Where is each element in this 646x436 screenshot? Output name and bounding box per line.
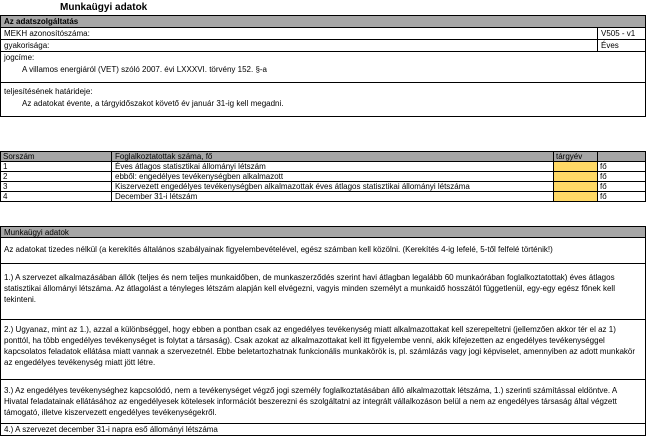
targyev-input-cell[interactable] (553, 172, 598, 181)
table-header-targyev: tárgyév (553, 152, 600, 161)
row-number: 1 (3, 162, 8, 171)
field-label-gyakorisag: gyakorisága: (4, 41, 50, 50)
table-row (0, 182, 646, 192)
field-value-gyakorisag: Éves (597, 40, 645, 51)
table-header-row (0, 151, 646, 162)
jogcime-text: A villamos energiáról (VET) szóló 2007. évi LXXXVI. törvény 152. §-a (22, 65, 268, 74)
notes-header: Munkaügyi adatok (0, 226, 646, 238)
table-header-foglalkoztatottak: Foglalkoztatottak száma, fő (111, 152, 557, 161)
targyev-input-cell[interactable] (553, 182, 598, 191)
row-number: 4 (3, 192, 8, 201)
table-row (0, 172, 646, 182)
row-unit: fő (597, 162, 645, 171)
note-rounding: Az adatokat tizedes nélkül (a kerekítés általános szabályainak figyelembevételével, egész számban kell közölni. (Kerekítés 4-ig lefelé, 5-től felfelé történik!) (0, 238, 646, 264)
field-row-mekh (0, 28, 646, 40)
page-title: Munkaügyi adatok (60, 2, 148, 13)
row-unit: fő (597, 172, 645, 181)
table-row (0, 162, 646, 172)
table-header-sorszam: Sorszám (3, 152, 35, 161)
row-description: Éves átlagos statisztikai állományi létszám (111, 162, 557, 171)
row-unit: fő (597, 182, 645, 191)
field-row-gyakorisag (0, 40, 646, 52)
row-number: 3 (3, 182, 8, 191)
row-unit: fő (597, 192, 645, 201)
row-description: Kiszervezett engedélyes tevékenységben alkalmazottak éves átlagos statisztikai állományi létszáma (111, 182, 557, 191)
field-value-mekh: V505 - v1 (597, 28, 645, 39)
note-2: 2.) Ugyanaz, mint az 1.), azzal a különbséggel, hogy ebben a pontban csak az engedélyes tevékenység miatt alkalmazottakat kell szerepeltetni (jellemzően akkor tér el az 1) ponttól, ha több engedélyes tevékenységet is folytat a társaság). Csak azokat az alkalmazottakat kell itt figyelembe venni, akik kifejezetten az engedélyes tevékenységgel kapcsolatos feladatok ellátása miatt vannak a szervezetnél. Ebbe beletartozhatnak funkcionális munkakörök is, pl. számlázás vagy jogi képviselet, amennyiben az adott munkakör az engedélyes tevékenység miatt jött létre. (0, 320, 646, 380)
hatarido-text: Az adatokat évente, a tárgyidőszakot követő év január 31-ig kell megadni. (22, 99, 284, 108)
row-number: 2 (3, 172, 8, 181)
note-1: 1.) A szervezet alkalmazásában állók (teljes és nem teljes munkaidőben, de munkaszerződés szerint havi átlagban legalább 60 munkaórában foglalkoztatottak) éves átlagos statisztikai állományi létszáma. Az átlagolást a tényleges létszám alapján kell elvégezni, vagyis minden személyt a munkaidő hosszától függetlenül, egy-egy egész főnek kell tekinteni. (0, 264, 646, 320)
note-4: 4.) A szervezet december 31-i napra eső állományi létszáma (0, 424, 646, 436)
table-row (0, 192, 646, 202)
note-3: 3.) Az engedélyes tevékenységhez kapcsolódó, nem a tevékenységet végző jogi személy foglalkoztatásában álló alkalmazottak létszáma, 1.) szerinti számítással eldöntve. A Hivatal feladatainak ellátásához az engedélyesek kötelesek információt beszerezni és szolgáltatni az integrált vállalkozáson belül a nem az engedélyes társaság által végzett támogató, illetve kiszervezett engedélyes tevékenységekről. (0, 380, 646, 424)
targyev-input-cell[interactable] (553, 192, 598, 201)
table-header-unit (597, 152, 645, 161)
hatarido-label: teljesítésének határideje: (4, 87, 93, 96)
field-row-hatarido (0, 83, 646, 117)
row-description: December 31-i létszám (111, 192, 557, 201)
row-description: ebből: engedélyes tevékenységben alkalmazott (111, 172, 557, 181)
targyev-input-cell[interactable] (553, 162, 598, 171)
jogcime-label: jogcíme: (4, 53, 35, 62)
section-header: Az adatszolgáltatás (0, 15, 646, 28)
field-label-mekh: MEKH azonosítószáma: (4, 29, 90, 38)
field-row-jogcime (0, 52, 646, 83)
